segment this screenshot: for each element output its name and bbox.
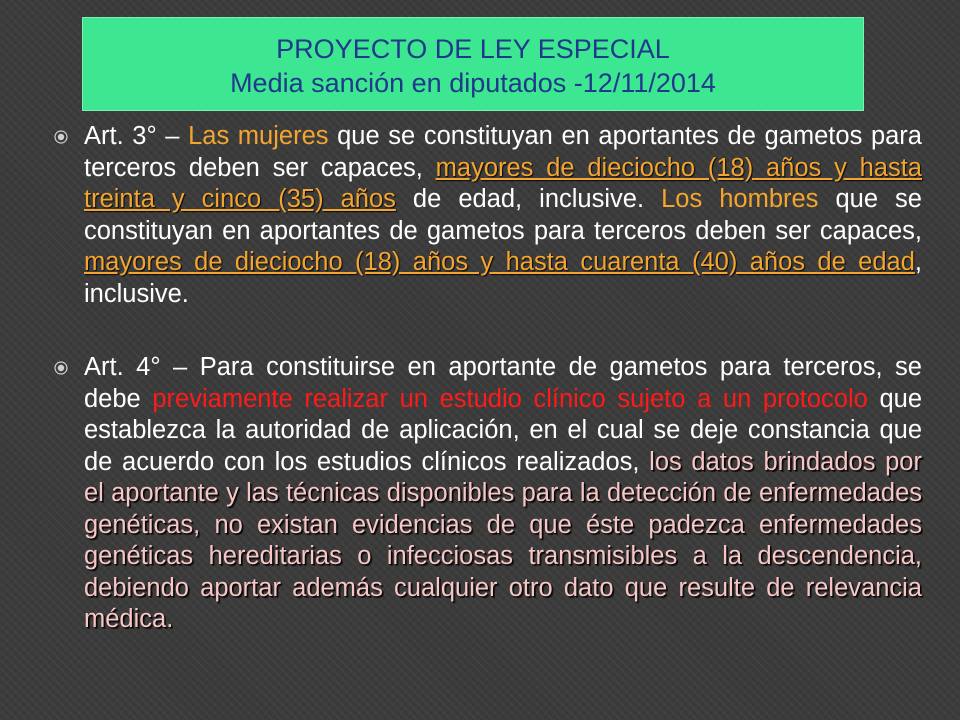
art3-seg1: Art. 3° – (84, 122, 189, 150)
art4-clinical-study: previamente realizar un estudio clínico sujeto a un protocolo (152, 384, 868, 413)
slide-content (44, 121, 922, 636)
art4-seg1: Art. 4° – Para constituirse en aportante de gametos para terceros, se debe (84, 353, 922, 413)
article-4-text (84, 352, 922, 636)
art3-men-age-range: mayores de dieciocho (18) años y hasta cuarenta (40) años de edad (84, 248, 915, 276)
article-4-bullet (44, 352, 922, 636)
art3-seg9: , inclusive. (84, 248, 922, 308)
title-line-1: PROYECTO DE LEY ESPECIAL (276, 34, 670, 64)
art3-seg7: que se constituyan en aportantes de gametos para terceros deben ser capaces, (84, 185, 922, 245)
art3-seg5: de edad, inclusive. (395, 185, 662, 213)
art3-women-age-range: mayores de dieciocho (18) años y hasta treinta y cinco (35) años (84, 153, 922, 213)
title-box (82, 17, 864, 111)
art3-men: Los hombres (661, 185, 819, 213)
art4-seg3: que establezca la autoridad de aplicación, en el cual se deje constancia que de acuerdo con los estudios clínicos realizados, (84, 384, 922, 476)
title-line-2: Media sanción en diputados -12/11/2014 (230, 68, 716, 98)
article-3-bullet (44, 121, 922, 310)
art4-genetic-conditions: los datos brindados por el aportante y las técnicas disponibles para la detección de enfermedades genéticas, no existan evidencias de que éste padezca enfermedades genéticas hereditarias o infecciosas transmisibles a la descendencia, debiendo aportar además cualquier otro dato que resulte de relevancia médica. (84, 447, 922, 633)
article-3-text (84, 121, 922, 310)
circle-bullet-icon (54, 130, 68, 144)
art3-seg3: que se constituyan en aportantes de gametos para terceros deben ser capaces, (84, 122, 922, 182)
art3-women: Las mujeres (188, 122, 329, 150)
circle-bullet-icon (54, 361, 68, 375)
